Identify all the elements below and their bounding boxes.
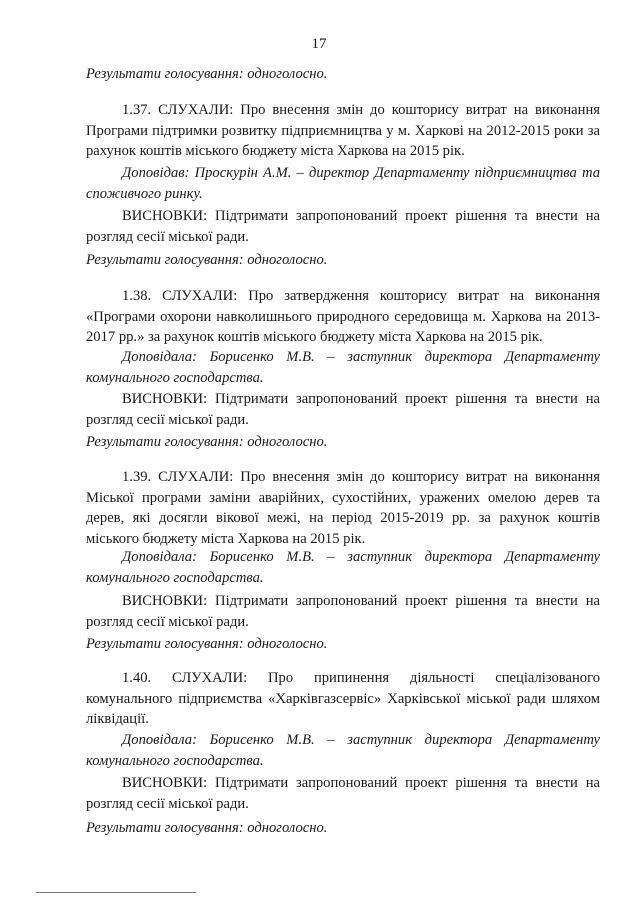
result-1-40: Результати голосування: одноголосно. [86, 820, 328, 836]
heard-1-37: 1.37. СЛУХАЛИ: Про внесення змін до кошторису витрат на виконання Програми підтримки розвитку підприємництва у м. Харкові на 2012-2015 роки за рахунок коштів міського бюджету міста Харкова на 2015 рік. [86, 102, 600, 159]
heard-1-40: 1.40. СЛУХАЛИ: Про припинення діяльності спеціалізованого комунального підприємства «Харківгазсервіс» Харківської міської ради шляхом ліквідації. [86, 670, 600, 727]
heard-1-38: 1.38. СЛУХАЛИ: Про затвердження кошторису витрат на виконання «Програми охорони навколишнього природного середовища м. Харкова на 2013-2017 рр.» за рахунок коштів міського бюджету міста Харкова на 2015 рік. [86, 288, 600, 345]
speaker-1-37: Доповідав: Проскурін А.М. – директор Департаменту підприємництва та споживчого ринку. [86, 165, 600, 202]
conclusions-1-38: ВИСНОВКИ: Підтримати запропонований проект рішення та внести на розгляд сесії міської ради. [86, 391, 600, 428]
conclusions-1-40: ВИСНОВКИ: Підтримати запропонований проект рішення та внести на розгляд сесії міської ради. [86, 775, 600, 812]
heard-1-39: 1.39. СЛУХАЛИ: Про внесення змін до кошторису витрат на виконання Міської програми заміни аварійних, сухостійних, уражених омелою дерев та дерев, які досягли вікової межі, на період 2015-2019 рр. за рахунок коштів міського бюджету міста Харкова на 2015 рік. [86, 469, 600, 547]
footer-rule [36, 892, 196, 893]
speaker-1-39: Доповідала: Борисенко М.В. – заступник директора Департаменту комунального господарства. [86, 549, 600, 586]
voting-result: Результати голосування: одноголосно. [86, 66, 328, 82]
result-1-38: Результати голосування: одноголосно. [86, 434, 328, 450]
conclusions-1-37: ВИСНОВКИ: Підтримати запропонований проект рішення та внести на розгляд сесії міської ради. [86, 208, 600, 245]
speaker-1-40: Доповідала: Борисенко М.В. – заступник директора Департаменту комунального господарства. [86, 732, 600, 769]
result-1-39: Результати голосування: одноголосно. [86, 636, 328, 652]
speaker-1-38: Доповідала: Борисенко М.В. – заступник директора Департаменту комунального господарства. [86, 349, 600, 386]
result-1-37: Результати голосування: одноголосно. [86, 252, 328, 268]
page-number: 17 [311, 36, 327, 52]
conclusions-1-39: ВИСНОВКИ: Підтримати запропонований проект рішення та внести на розгляд сесії міської ради. [86, 593, 600, 630]
